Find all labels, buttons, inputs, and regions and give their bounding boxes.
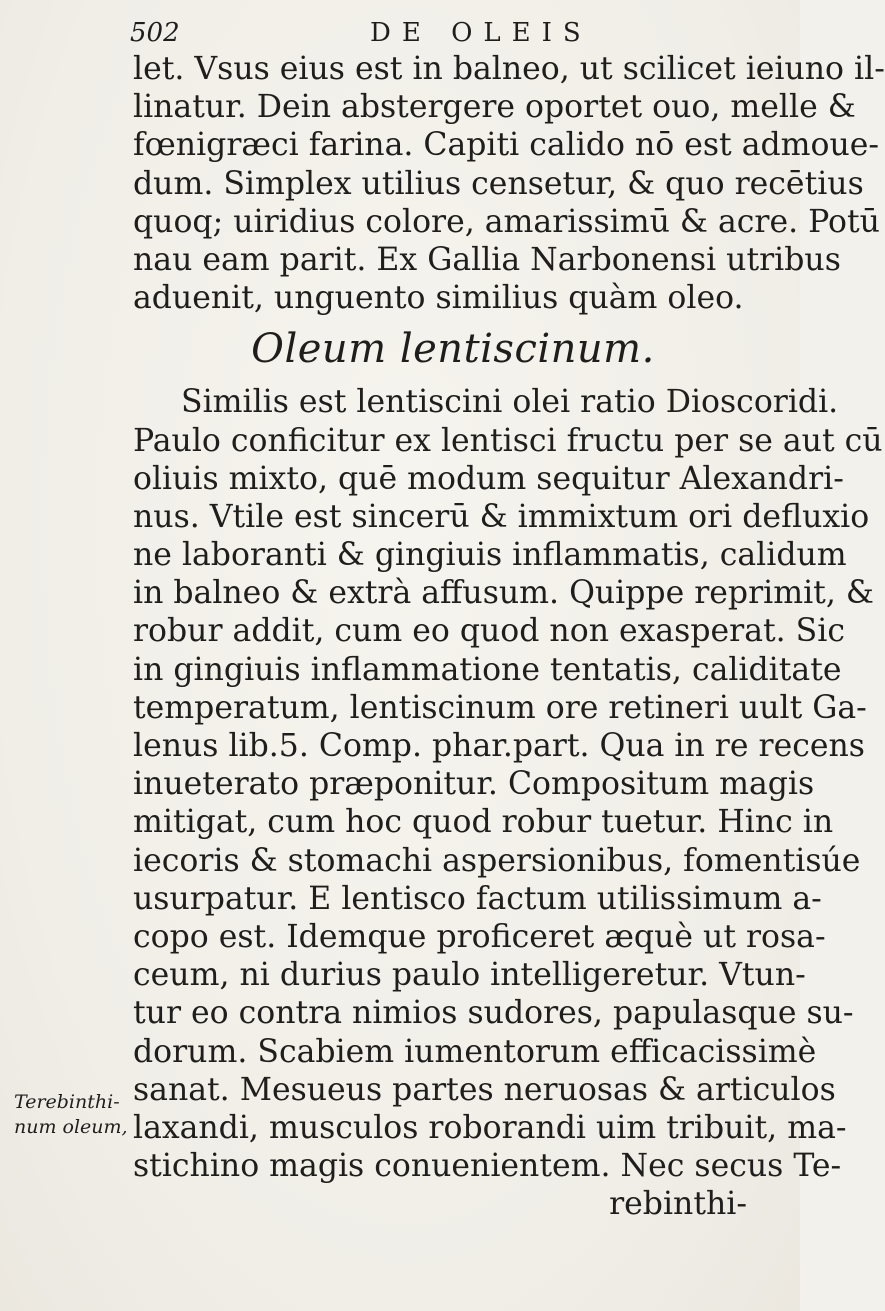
- text-line: copo est. Idemque proficeret æquè ut rosa-: [133, 918, 826, 955]
- text-line: nus. Vtile est sincerū & immixtum ori defluxio: [133, 498, 870, 535]
- text-line: stichino magis conuenientem. Nec secus Te-: [133, 1148, 842, 1185]
- page-header: [130, 14, 750, 54]
- text-line: quoq; uiridius colore, amarissimū & acre. Potū: [133, 203, 880, 240]
- text-line: in balneo & extrà affusum. Quippe reprimit, &: [133, 575, 874, 612]
- page-number: 502: [130, 18, 180, 48]
- running-head: DE OLEIS: [370, 18, 592, 48]
- text-line: let. Vsus eius est in balneo, ut scilicet ieiuno il-: [133, 51, 885, 87]
- text-line: in gingiuis inflammatione tentatis, caliditate: [133, 651, 842, 688]
- text-line: ceum, ni durius paulo intelligeretur. Vtun-: [133, 957, 806, 994]
- text-line: sanat. Mesueus partes neruosas & articulos: [133, 1071, 836, 1108]
- marginal-note: Terebinthi-: [14, 1091, 120, 1113]
- text-line: usurpatur. E lentisco factum utilissimum a-: [133, 880, 822, 917]
- text-line: dorum. Scabiem iumentorum efficacissimè: [133, 1033, 817, 1070]
- main-text: [133, 50, 885, 1223]
- text-line: ne laboranti & gingiuis inflammatis, calidum: [133, 537, 847, 574]
- text-line: aduenit, unguento similius quàm oleo.: [133, 280, 744, 317]
- marginal-note: num oleum,: [14, 1116, 128, 1138]
- text-line: tur eo contra nimios sudores, papulasque su-: [133, 995, 854, 1032]
- text-line: linatur. Dein abstergere oportet ouo, melle &: [133, 89, 856, 126]
- text-line: laxandi, musculos roborandi uim tribuit, ma-: [133, 1109, 847, 1146]
- section-heading: Oleum lentiscinum.: [251, 326, 655, 373]
- text-line: lenus lib.5. Comp. phar.part. Qua in re recens: [133, 728, 865, 764]
- text-line: fœnigræci farina. Capiti calido nō est admoue-: [133, 127, 880, 164]
- text-line: oliuis mixto, quē modum sequitur Alexandri-: [133, 460, 844, 497]
- text-line: Paulo conficitur ex lentisci fructu per se aut cū: [133, 422, 883, 459]
- text-line: iecoris & stomachi aspersionibus, fomentisúe: [133, 842, 861, 879]
- text-line: Similis est lentiscini olei ratio Dioscoridi.: [181, 384, 839, 421]
- text-line: mitigat, cum hoc quod robur tuetur. Hinc in: [133, 804, 834, 841]
- text-line: inueterato præponitur. Compositum magis: [133, 766, 815, 803]
- text-line: nau eam parit. Ex Gallia Narbonensi utribus: [133, 241, 841, 278]
- catchword: rebinthi-: [609, 1186, 747, 1223]
- text-line: temperatum, lentiscinum ore retineri uult Ga-: [133, 689, 867, 726]
- text-line: dum. Simplex utilius censetur, & quo recētius: [133, 165, 864, 202]
- text-line: robur addit, cum eo quod non exasperat. Sic: [133, 613, 845, 650]
